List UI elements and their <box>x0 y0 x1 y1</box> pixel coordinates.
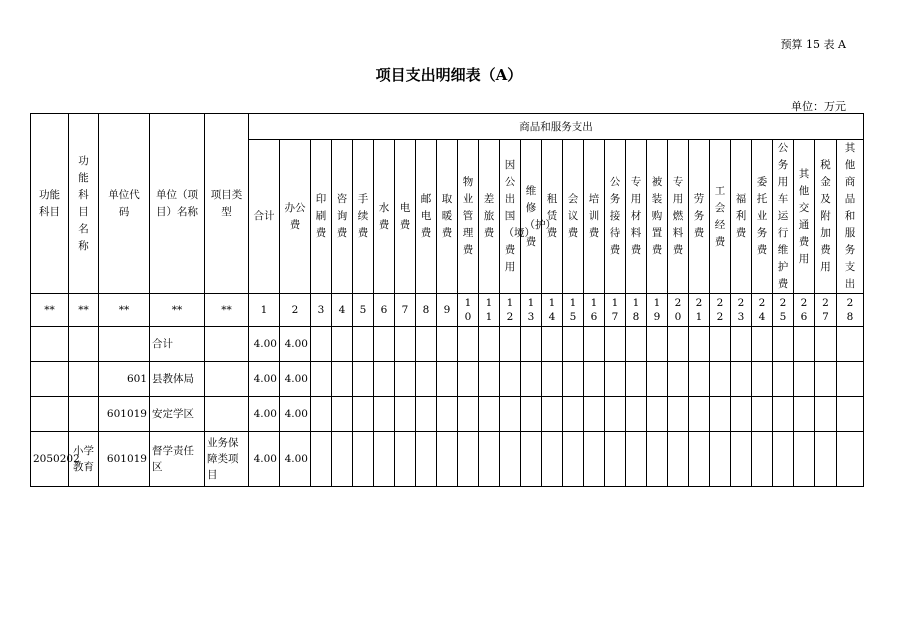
column-header-label: 邮电费 <box>420 193 432 239</box>
index-number-label: 6 <box>380 304 388 316</box>
index-number <box>458 294 479 327</box>
cell-unit-name: 合计 <box>150 327 205 362</box>
empty-cell <box>479 362 500 397</box>
empty-cell <box>311 362 332 397</box>
cell-office: 4.00 <box>280 432 311 487</box>
column-header <box>563 140 584 294</box>
empty-cell <box>542 432 563 487</box>
table-body <box>31 114 864 487</box>
cell-unit-code: 601019 <box>99 432 150 487</box>
index-number-label: 15 <box>569 296 577 323</box>
index-number <box>731 294 752 327</box>
header-project-type: 项目类型 <box>205 114 249 294</box>
empty-cell <box>689 397 710 432</box>
empty-cell <box>374 327 395 362</box>
empty-cell <box>521 362 542 397</box>
index-number <box>837 294 864 327</box>
index-number <box>794 294 815 327</box>
index-number-label: 8 <box>422 304 430 316</box>
column-header-label: 其他商品和服务支出 <box>844 142 856 290</box>
index-number-label: 23 <box>737 296 745 323</box>
column-header <box>605 140 626 294</box>
empty-cell <box>710 397 731 432</box>
empty-cell <box>689 327 710 362</box>
column-header-label: 被装购置费 <box>651 176 663 256</box>
column-header <box>479 140 500 294</box>
index-number-label: 17 <box>611 296 619 323</box>
empty-cell <box>773 432 794 487</box>
column-header <box>332 140 353 294</box>
empty-cell <box>311 432 332 487</box>
empty-cell <box>563 362 584 397</box>
empty-cell <box>647 327 668 362</box>
empty-cell <box>710 327 731 362</box>
header-func-code: 功能科目 <box>31 114 69 294</box>
index-number <box>689 294 710 327</box>
column-header-label: 公务用车运行维护费 <box>777 142 789 290</box>
index-number <box>332 294 353 327</box>
cell-total: 4.00 <box>249 397 280 432</box>
empty-cell <box>689 362 710 397</box>
empty-cell <box>332 362 353 397</box>
empty-cell <box>353 327 374 362</box>
empty-cell <box>837 432 864 487</box>
index-number <box>500 294 521 327</box>
index-number-label: 13 <box>527 296 535 323</box>
index-stars: ** <box>150 294 205 327</box>
cell-unit-code <box>99 327 150 362</box>
empty-cell <box>500 397 521 432</box>
empty-cell <box>605 362 626 397</box>
column-header-label: 办公费 <box>284 201 306 231</box>
column-header <box>311 140 332 294</box>
index-number-label: 1 <box>260 304 268 316</box>
column-header-label: 水费 <box>378 201 390 231</box>
empty-cell <box>353 362 374 397</box>
column-header <box>437 140 458 294</box>
empty-cell <box>416 432 437 487</box>
column-header-label: 差旅费 <box>483 193 495 239</box>
index-number <box>542 294 563 327</box>
column-header <box>626 140 647 294</box>
empty-cell <box>710 362 731 397</box>
empty-cell <box>458 362 479 397</box>
column-header-label: 物业管理费 <box>462 176 474 256</box>
empty-cell <box>815 432 837 487</box>
empty-cell <box>542 362 563 397</box>
column-header <box>710 140 731 294</box>
empty-cell <box>647 397 668 432</box>
empty-cell <box>458 432 479 487</box>
index-number-label: 12 <box>506 296 514 323</box>
cell-total: 4.00 <box>249 327 280 362</box>
table-row <box>31 362 864 397</box>
index-number <box>815 294 837 327</box>
empty-cell <box>416 327 437 362</box>
column-header <box>249 140 280 294</box>
column-header-label: 其他交通费用 <box>798 167 810 265</box>
column-header <box>458 140 479 294</box>
index-stars: ** <box>205 294 249 327</box>
empty-cell <box>752 327 773 362</box>
index-number-label: 7 <box>401 304 409 316</box>
empty-cell <box>521 397 542 432</box>
empty-cell <box>689 432 710 487</box>
index-number-label: 16 <box>590 296 598 323</box>
empty-cell <box>794 397 815 432</box>
empty-cell <box>668 397 689 432</box>
cell-func-name <box>69 362 99 397</box>
index-number-label: 21 <box>695 296 703 323</box>
empty-cell <box>542 327 563 362</box>
cell-project-type <box>205 327 249 362</box>
index-row <box>31 294 864 327</box>
empty-cell <box>794 327 815 362</box>
empty-cell <box>563 397 584 432</box>
empty-cell <box>479 327 500 362</box>
column-header-label: 福利费 <box>735 193 747 239</box>
column-header <box>773 140 794 294</box>
index-number-label: 26 <box>800 296 808 323</box>
empty-cell <box>563 327 584 362</box>
index-number-label: 3 <box>317 304 325 316</box>
empty-cell <box>668 362 689 397</box>
index-number <box>563 294 584 327</box>
column-header-label: 培训费 <box>588 193 600 239</box>
index-number <box>353 294 374 327</box>
empty-cell <box>584 327 605 362</box>
cell-func-name: 小学教育 <box>69 432 99 487</box>
column-header-label: 专用燃料费 <box>672 176 684 256</box>
empty-cell <box>605 432 626 487</box>
index-number-label: 11 <box>485 296 493 323</box>
empty-cell <box>395 327 416 362</box>
cell-func-code <box>31 397 69 432</box>
empty-cell <box>731 327 752 362</box>
column-header <box>416 140 437 294</box>
cell-unit-name: 督学责任区 <box>150 432 205 487</box>
index-number <box>416 294 437 327</box>
index-number-label: 27 <box>822 296 829 323</box>
column-header <box>752 140 773 294</box>
column-header-label: 委托业务费 <box>756 176 768 256</box>
column-header-label: 工会经费 <box>714 184 726 248</box>
column-header <box>689 140 710 294</box>
empty-cell <box>773 362 794 397</box>
column-header <box>395 140 416 294</box>
index-number-label: 20 <box>674 296 682 323</box>
column-header <box>584 140 605 294</box>
index-number-label: 18 <box>632 296 640 323</box>
empty-cell <box>374 432 395 487</box>
cell-func-code: 2050202 <box>31 432 69 487</box>
index-stars: ** <box>69 294 99 327</box>
column-header-label: 公务接待费 <box>609 176 621 256</box>
column-header-label: 专用材料费 <box>630 176 642 256</box>
empty-cell <box>605 397 626 432</box>
column-header-label: 劳务费 <box>693 193 705 239</box>
column-header <box>374 140 395 294</box>
cell-func-name <box>69 327 99 362</box>
index-number <box>668 294 689 327</box>
empty-cell <box>437 432 458 487</box>
empty-cell <box>374 362 395 397</box>
cell-total: 4.00 <box>249 432 280 487</box>
column-header-label: 取暖费 <box>441 193 453 239</box>
header-goods-services: 商品和服务支出 <box>249 114 864 140</box>
cell-office: 4.00 <box>280 362 311 397</box>
table-row <box>31 327 864 362</box>
unit-label: 单位：万元 <box>791 100 846 113</box>
column-header <box>647 140 668 294</box>
column-header-label: 手续费 <box>357 193 369 239</box>
index-number <box>280 294 311 327</box>
empty-cell <box>416 397 437 432</box>
index-number <box>626 294 647 327</box>
cell-unit-name: 县教体局 <box>150 362 205 397</box>
empty-cell <box>815 327 837 362</box>
column-header <box>280 140 311 294</box>
header-unit-name: 单位（项目）名称 <box>150 114 205 294</box>
empty-cell <box>500 327 521 362</box>
index-number-label: 9 <box>443 304 451 316</box>
index-number-label: 10 <box>464 296 472 323</box>
column-header-label: 租赁费 <box>546 193 558 239</box>
table-row <box>31 397 864 432</box>
index-number-label: 14 <box>548 296 556 323</box>
index-number <box>437 294 458 327</box>
empty-cell <box>605 327 626 362</box>
column-header <box>500 140 535 294</box>
empty-cell <box>521 432 542 487</box>
empty-cell <box>837 362 864 397</box>
index-number-label: 24 <box>758 296 766 323</box>
table-row <box>31 432 864 487</box>
empty-cell <box>626 397 647 432</box>
header-func-name: 功能科目名称 <box>69 114 99 294</box>
column-header-label: 会议费 <box>567 193 579 239</box>
cell-project-type <box>205 397 249 432</box>
empty-cell <box>647 362 668 397</box>
empty-cell <box>353 397 374 432</box>
column-header <box>542 140 563 294</box>
index-number <box>647 294 668 327</box>
empty-cell <box>395 397 416 432</box>
empty-cell <box>668 432 689 487</box>
empty-cell <box>626 362 647 397</box>
empty-cell <box>500 362 521 397</box>
index-number <box>773 294 794 327</box>
empty-cell <box>752 432 773 487</box>
empty-cell <box>752 362 773 397</box>
index-number-label: 28 <box>846 296 854 323</box>
index-number <box>311 294 332 327</box>
empty-cell <box>311 327 332 362</box>
cell-unit-code: 601 <box>99 362 150 397</box>
empty-cell <box>837 327 864 362</box>
index-number <box>752 294 773 327</box>
empty-cell <box>437 362 458 397</box>
empty-cell <box>752 397 773 432</box>
column-header <box>837 140 864 294</box>
column-header <box>815 140 837 294</box>
empty-cell <box>353 432 374 487</box>
empty-cell <box>837 397 864 432</box>
index-number-label: 25 <box>779 296 787 323</box>
cell-project-type: 业务保障类项目 <box>205 432 249 487</box>
index-number <box>521 294 542 327</box>
index-number-label: 4 <box>338 304 346 316</box>
empty-cell <box>563 432 584 487</box>
empty-cell <box>311 397 332 432</box>
column-header <box>668 140 689 294</box>
empty-cell <box>794 432 815 487</box>
empty-cell <box>668 327 689 362</box>
empty-cell <box>416 362 437 397</box>
index-number-label: 5 <box>359 304 367 316</box>
expense-table <box>30 113 864 487</box>
empty-cell <box>479 432 500 487</box>
empty-cell <box>731 397 752 432</box>
empty-cell <box>815 397 837 432</box>
index-number <box>479 294 500 327</box>
empty-cell <box>626 432 647 487</box>
column-header <box>731 140 752 294</box>
cell-func-code <box>31 362 69 397</box>
empty-cell <box>773 327 794 362</box>
empty-cell <box>479 397 500 432</box>
index-number-label: 19 <box>653 296 661 323</box>
empty-cell <box>731 362 752 397</box>
empty-cell <box>374 397 395 432</box>
empty-cell <box>773 397 794 432</box>
index-number <box>605 294 626 327</box>
index-number <box>710 294 731 327</box>
index-number <box>249 294 280 327</box>
empty-cell <box>731 432 752 487</box>
index-stars: ** <box>31 294 69 327</box>
empty-cell <box>458 397 479 432</box>
column-header-label: 合计 <box>253 210 275 222</box>
cell-office: 4.00 <box>280 397 311 432</box>
cell-unit-name: 安定学区 <box>150 397 205 432</box>
column-header <box>794 140 815 294</box>
empty-cell <box>395 362 416 397</box>
index-number <box>584 294 605 327</box>
empty-cell <box>332 397 353 432</box>
column-header <box>353 140 374 294</box>
empty-cell <box>626 327 647 362</box>
index-stars: ** <box>99 294 150 327</box>
empty-cell <box>437 327 458 362</box>
cell-office: 4.00 <box>280 327 311 362</box>
empty-cell <box>794 362 815 397</box>
form-code: 预算 15 表 A <box>780 38 846 51</box>
column-header-label: 税金及附加费用 <box>820 159 831 273</box>
empty-cell <box>500 432 521 487</box>
column-header-label: 咨询费 <box>336 193 348 239</box>
empty-cell <box>437 397 458 432</box>
cell-total: 4.00 <box>249 362 280 397</box>
empty-cell <box>584 397 605 432</box>
index-number-label: 22 <box>716 296 724 323</box>
empty-cell <box>521 327 542 362</box>
header-row-group <box>31 114 864 140</box>
empty-cell <box>332 327 353 362</box>
empty-cell <box>395 432 416 487</box>
empty-cell <box>710 432 731 487</box>
empty-cell <box>647 432 668 487</box>
empty-cell <box>584 362 605 397</box>
index-number-label: 2 <box>291 304 299 316</box>
cell-project-type <box>205 362 249 397</box>
empty-cell <box>458 327 479 362</box>
cell-unit-code: 601019 <box>99 397 150 432</box>
empty-cell <box>584 432 605 487</box>
empty-cell <box>815 362 837 397</box>
cell-func-name <box>69 397 99 432</box>
index-number <box>395 294 416 327</box>
index-number <box>374 294 395 327</box>
empty-cell <box>542 397 563 432</box>
cell-func-code <box>31 327 69 362</box>
column-header-label: 因公出国（境）费用 <box>503 159 535 273</box>
column-header-label: 电费 <box>399 201 411 231</box>
header-unit-code: 单位代码 <box>99 114 150 294</box>
column-header-label: 印刷费 <box>315 193 327 239</box>
empty-cell <box>332 432 353 487</box>
page-title: 项目支出明细表（A） <box>375 66 523 84</box>
column-header-label: 维修（护）费 <box>524 184 556 248</box>
